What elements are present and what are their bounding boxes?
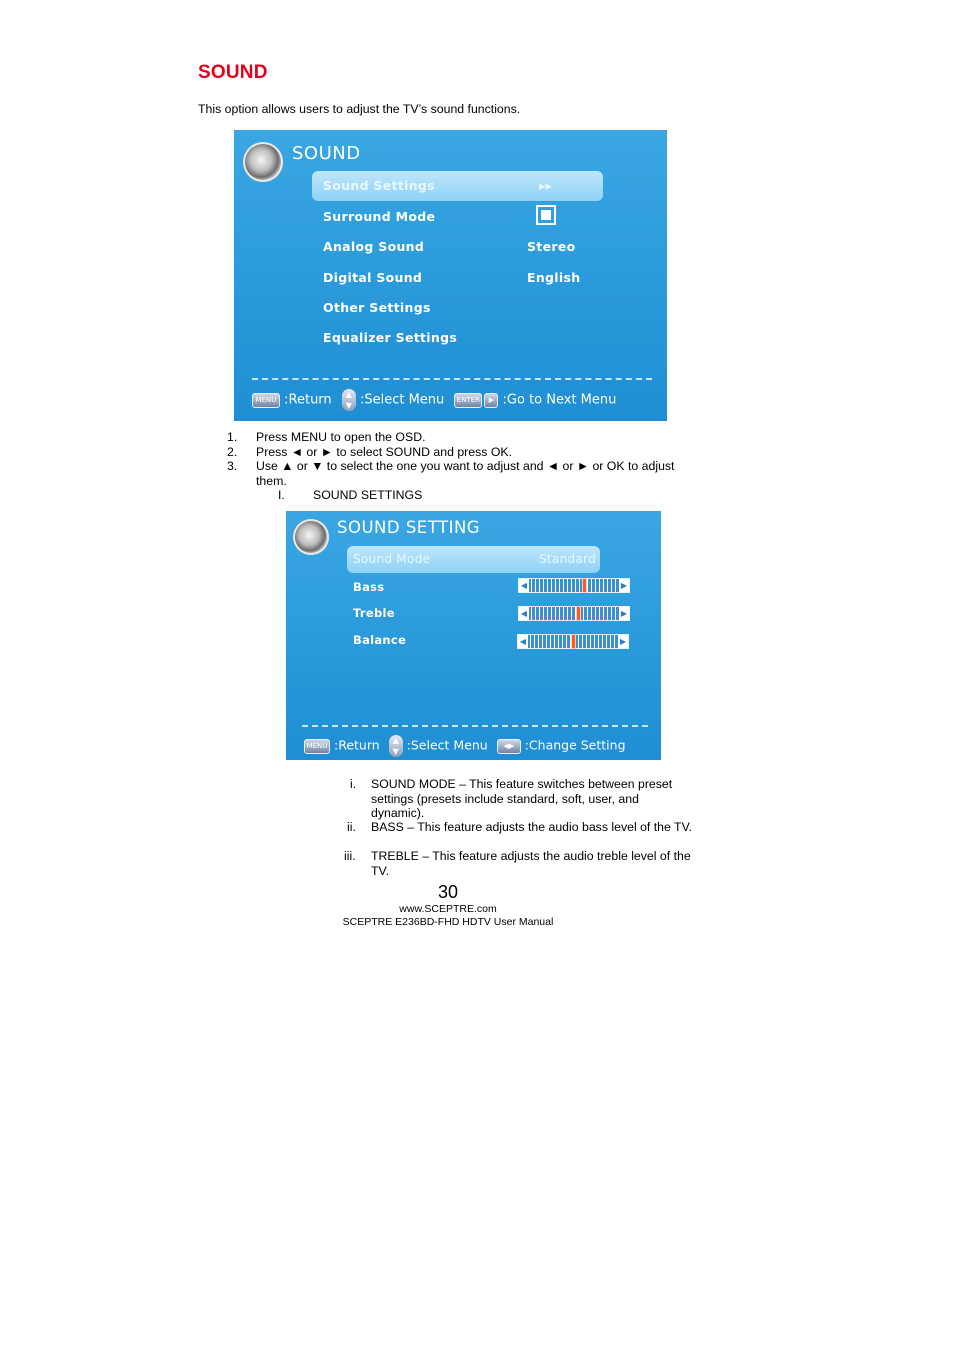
right-arrow-icon: ▶ — [620, 581, 628, 590]
menu-item-sound-mode: Sound Mode — [353, 552, 431, 566]
left-right-key-icon: ◀▶ — [497, 739, 521, 754]
detail-1-text: SOUND MODE – This feature switches between preset settings (presets include standard, soft, user, and dynamic). — [371, 777, 673, 820]
page-heading: SOUND — [198, 62, 268, 83]
submenu-arrow-icon: ▸▸ — [539, 178, 553, 193]
menu-item-balance: Balance — [353, 633, 407, 647]
up-down-key-icon: ▲ ▼ — [342, 389, 356, 411]
step-3-num: 3. — [227, 459, 238, 473]
sound-mode-value: Standard — [539, 552, 596, 566]
left-arrow-icon: ◀ — [520, 609, 528, 618]
intro-text: This option allows users to adjust the TV’s sound functions. — [198, 102, 521, 116]
menu-item-other-settings: Other Settings — [323, 300, 431, 315]
surround-checkbox-icon — [536, 205, 556, 225]
sound-osd-screenshot — [234, 130, 667, 421]
right-key-icon: ▶ — [484, 393, 498, 408]
detail-3-num: iii. — [344, 849, 356, 863]
treble-slider — [518, 606, 630, 621]
menu-item-surround-mode: Surround Mode — [323, 209, 436, 224]
detail-2-num: ii. — [347, 820, 356, 834]
subsection-num: I. — [278, 488, 285, 502]
left-arrow-icon: ◀ — [520, 581, 528, 590]
footer-select: :Select Menu — [406, 737, 488, 753]
osd-title: SOUND SETTING — [337, 518, 481, 537]
enter-key-icon: ENTER — [454, 393, 482, 408]
menu-item-sound-settings: Sound Settings — [323, 178, 435, 193]
slider-knob — [582, 578, 587, 593]
menu-item-bass: Bass — [353, 580, 385, 594]
detail-2-text: BASS – This feature adjusts the audio bass level of the TV. — [371, 820, 693, 834]
osd-footer — [304, 735, 626, 757]
right-arrow-icon: ▶ — [620, 609, 628, 618]
osd-title: SOUND — [292, 143, 361, 164]
menu-key-icon: MENU — [304, 739, 330, 754]
detail-1-num: i. — [350, 777, 357, 791]
speaker-icon — [243, 142, 283, 182]
balance-slider — [517, 634, 629, 649]
menu-item-equalizer-settings: Equalizer Settings — [323, 330, 458, 345]
footer-next: :Go to Next Menu — [502, 392, 617, 408]
osd-divider — [252, 378, 652, 380]
osd-divider — [302, 725, 648, 727]
bass-slider — [518, 578, 630, 593]
slider-knob — [571, 634, 576, 649]
footer-return: :Return — [284, 392, 332, 408]
up-down-key-icon: ▲ ▼ — [389, 735, 403, 757]
menu-item-digital-sound: Digital Sound — [323, 270, 423, 285]
step-1-text: Press MENU to open the OSD. — [256, 430, 426, 444]
detail-3-text: TREBLE – This feature adjusts the audio treble level of the TV. — [371, 849, 691, 878]
footer-select: :Select Menu — [359, 392, 445, 408]
menu-item-analog-sound: Analog Sound — [323, 239, 425, 254]
left-arrow-icon: ◀ — [519, 637, 527, 646]
step-2-num: 2. — [227, 445, 238, 459]
step-2-text: Press ◄ or ► to select SOUND and press OK. — [256, 445, 513, 459]
speaker-icon — [293, 519, 329, 555]
slider-knob — [576, 606, 581, 621]
step-1-num: 1. — [227, 430, 238, 444]
digital-sound-value: English — [527, 270, 581, 285]
footer-manual-title: SCEPTRE E236BD-FHD HDTV User Manual — [342, 916, 554, 928]
menu-key-icon: MENU — [252, 393, 280, 408]
step-3-text: Use ▲ or ▼ to select the one you want to adjust and ◄ or ► or OK to adjust them. — [256, 459, 675, 488]
subsection-title: SOUND SETTINGS — [313, 488, 423, 502]
footer-change: :Change Setting — [524, 737, 626, 753]
analog-sound-value: Stereo — [527, 239, 576, 254]
sound-setting-osd-screenshot — [286, 511, 661, 760]
footer-website: www.SCEPTRE.com — [399, 903, 497, 915]
osd-footer — [252, 389, 616, 411]
right-arrow-icon: ▶ — [619, 637, 627, 646]
page-number: 30 — [437, 882, 459, 902]
menu-item-treble: Treble — [353, 606, 395, 620]
footer-return: :Return — [333, 737, 380, 753]
